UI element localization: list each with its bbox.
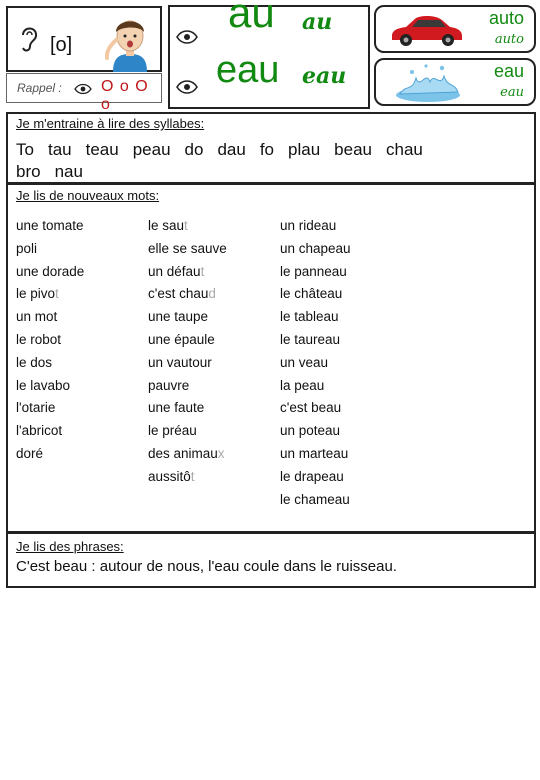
word-item xyxy=(16,352,84,375)
syllable: tau xyxy=(47,140,72,159)
word-text: l'abricot xyxy=(16,423,63,439)
words-title: Je lis de nouveaux mots: xyxy=(16,188,160,203)
word-item xyxy=(16,420,84,443)
word-text: pauvre xyxy=(148,377,190,393)
word-item xyxy=(280,329,351,352)
word-item xyxy=(280,466,351,489)
phoneme-label: [o] xyxy=(50,34,73,56)
silent-letter: t xyxy=(184,218,188,233)
grapheme-eau-cursive: eau xyxy=(302,63,347,89)
word-text: un veau xyxy=(280,354,329,370)
word-text: l'otarie xyxy=(16,400,56,416)
word-item xyxy=(280,215,351,238)
word-item xyxy=(16,443,84,466)
word-text: la peau xyxy=(280,377,325,393)
word-text: le lavabo xyxy=(16,377,71,393)
word-text: des animau xyxy=(148,445,218,461)
syllable: teau xyxy=(85,140,119,159)
word-item xyxy=(148,397,227,420)
water-splash-illustration xyxy=(392,62,464,104)
word-item xyxy=(16,238,84,261)
word-item xyxy=(148,443,227,466)
grapheme-au-cursive: au xyxy=(302,9,333,35)
word-item xyxy=(16,329,84,352)
word-item xyxy=(148,329,227,352)
word-text: un poteau xyxy=(280,423,341,439)
word-text: le panneau xyxy=(280,263,347,279)
word-text: le taureau xyxy=(280,331,341,347)
word-text: aussitô xyxy=(148,468,191,484)
syllable: plau xyxy=(288,140,321,159)
syllable: beau xyxy=(334,140,372,159)
grapheme-eau: eau xyxy=(216,49,280,91)
word-text: le sau xyxy=(148,218,185,233)
word-item xyxy=(148,420,227,443)
word-item xyxy=(148,283,227,306)
word-text: le robot xyxy=(16,331,62,347)
syllable: fo xyxy=(259,140,275,159)
word-item xyxy=(280,489,351,512)
word-text: un chapeau xyxy=(280,240,351,256)
word-item xyxy=(280,238,351,261)
word-text: une faute xyxy=(148,400,205,416)
word-column-2 xyxy=(148,215,227,489)
silent-letter: d xyxy=(208,286,216,302)
syllable: dau xyxy=(217,140,246,159)
syllable: chau xyxy=(385,140,423,159)
rappel-box xyxy=(6,73,162,113)
rappel-label: Rappel : xyxy=(17,81,62,95)
car-illustration xyxy=(388,10,464,50)
word-item xyxy=(16,261,84,284)
phrases-section xyxy=(6,532,536,588)
word-item xyxy=(280,397,351,420)
word-text: un défau xyxy=(148,263,201,279)
image-label-eau-cursive: eau xyxy=(500,85,524,100)
word-text: le dos xyxy=(16,354,53,370)
word-item xyxy=(280,261,351,284)
word-text: un mot xyxy=(16,309,58,325)
word-text: une tomate xyxy=(16,218,84,233)
grapheme-au: au xyxy=(228,0,275,36)
syllables-title: Je m'entraine à lire des syllabes: xyxy=(16,116,205,131)
silent-letter: t xyxy=(55,286,59,302)
word-item xyxy=(16,215,84,238)
word-text: le château xyxy=(280,286,343,302)
word-text: une épaule xyxy=(148,331,215,347)
word-item xyxy=(148,261,227,284)
phoneme-box xyxy=(6,6,162,72)
word-item xyxy=(16,397,84,420)
ear-icon xyxy=(18,24,40,54)
word-item xyxy=(148,466,227,489)
word-item xyxy=(16,375,84,398)
word-text: le tableau xyxy=(280,309,339,325)
word-text: elle se sauve xyxy=(148,240,227,256)
word-text: le préau xyxy=(148,423,197,439)
word-text: le chameau xyxy=(280,491,350,507)
eye-icon xyxy=(176,29,198,45)
phrases-title: Je lis des phrases: xyxy=(16,539,124,554)
word-item xyxy=(280,420,351,443)
word-item xyxy=(148,352,227,375)
word-item xyxy=(280,352,351,375)
word-text: un vautour xyxy=(148,354,212,370)
syllables-section xyxy=(6,112,536,184)
image-label-auto-cursive: auto xyxy=(494,32,524,47)
silent-letter: t xyxy=(200,263,205,279)
syllables-row-2 xyxy=(16,162,97,182)
word-item xyxy=(16,283,84,306)
word-item xyxy=(148,306,227,329)
syllable: To xyxy=(16,140,34,159)
word-item xyxy=(280,375,351,398)
eye-icon xyxy=(176,79,198,95)
image-box-auto xyxy=(374,5,536,53)
rappel-letters: O o O o xyxy=(101,78,149,113)
word-text: doré xyxy=(16,445,44,461)
grapheme-box xyxy=(168,0,370,109)
silent-letter: t xyxy=(190,468,195,484)
syllable: do xyxy=(184,140,204,159)
syllable: bro xyxy=(16,162,41,181)
word-item xyxy=(148,238,227,261)
syllables-row-1 xyxy=(16,140,437,160)
word-item xyxy=(280,306,351,329)
words-section xyxy=(6,183,536,533)
word-item xyxy=(148,215,227,238)
word-text: un rideau xyxy=(280,218,337,233)
word-text: un marteau xyxy=(280,445,349,461)
word-text: c'est beau xyxy=(280,400,342,416)
phrase-text: C'est beau : autour de nous, l'eau coule dans le ruisseau. xyxy=(16,558,397,575)
child-illustration xyxy=(100,12,160,72)
syllable: nau xyxy=(54,162,83,181)
word-text: le drapeau xyxy=(280,468,344,484)
image-label-auto: auto xyxy=(488,8,524,28)
word-item xyxy=(148,375,227,398)
word-text: poli xyxy=(16,240,38,256)
word-text: c'est chau xyxy=(148,286,209,302)
word-column-1 xyxy=(16,215,84,466)
word-column-3 xyxy=(280,215,351,511)
syllable: peau xyxy=(132,140,171,159)
eye-icon xyxy=(74,83,92,95)
word-item xyxy=(16,306,84,329)
word-item xyxy=(280,283,351,306)
image-box-eau xyxy=(374,58,536,106)
word-text: une taupe xyxy=(148,309,209,325)
image-label-eau: eau xyxy=(493,61,524,81)
silent-letter: x xyxy=(217,445,225,461)
word-text: le pivo xyxy=(16,286,56,302)
word-item xyxy=(280,443,351,466)
word-text: une dorade xyxy=(16,263,85,279)
